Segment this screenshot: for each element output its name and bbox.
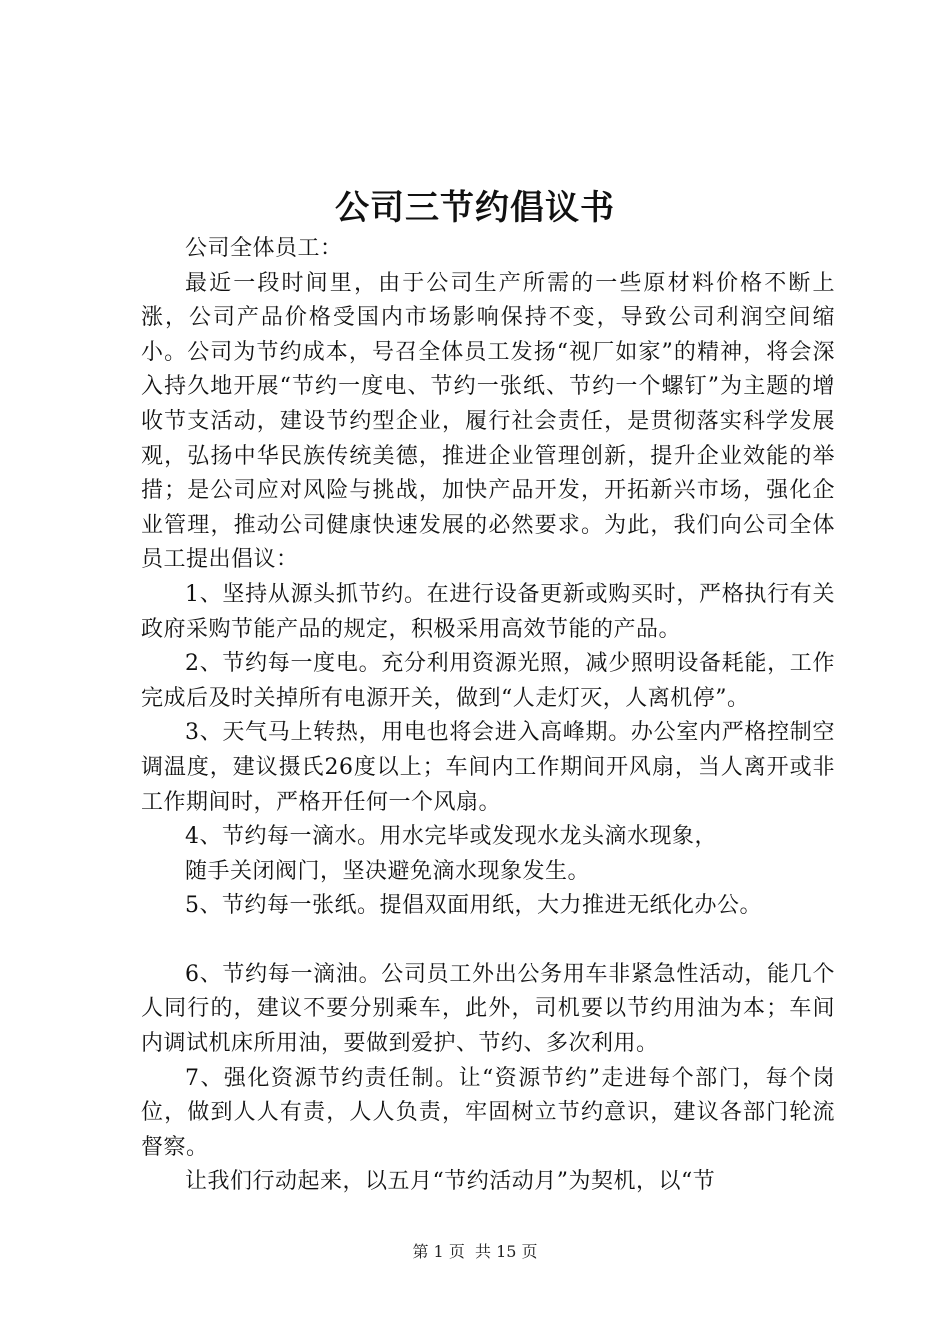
page-number-footer: 第 1 页 共 15 页 bbox=[412, 1242, 538, 1261]
paragraph-item-3: 3、天气马上转热，用电也将会进入高峰期。办公室内严格控制空调温度，建议摄氏26度以上；车间内工作期间开风扇，当人离开或非工作期间时，严格开任何一个风扇。 bbox=[141, 720, 835, 815]
paragraph-item-6: 6、节约每一滴油。公司员工外出公务用车非紧急性活动，能几个人同行的，建议不要分别乘车，此外，司机要以节约用油为本；车间内调试机床所用油，要做到爱护、节约、多次利用。 bbox=[141, 961, 835, 1057]
paragraph-item-4: 4、节约每一滴水。用水完毕或发现水龙头滴水现象， bbox=[185, 824, 717, 850]
paragraph-item-4-continued: 随手关闭阀门，坚决避免滴水现象发生。 bbox=[185, 858, 591, 884]
document-body bbox=[141, 232, 835, 1200]
paragraph-item-7: 7、强化资源节约责任制。让“资源节约”走进每个部门，每个岗位，做到人人有责，人人负责，牢固树立节约意识，建议各部门轮流督察。 bbox=[141, 1065, 835, 1160]
paragraph-closing: 让我们行动起来，以五月“节约活动月”为契机，以“节 bbox=[185, 1169, 716, 1195]
document-title: 公司三节约倡议书 bbox=[335, 188, 615, 228]
paragraph-item-5: 5、节约每一张纸。提倡双面用纸，大力推进无纸化办公。 bbox=[185, 893, 762, 919]
paragraph-item-1: 1、坚持从源头抓节约。在进行设备更新或购买时，严格执行有关政府采购节能产品的规定，积极采用高效节能的产品。 bbox=[141, 581, 835, 642]
paragraph-item-2: 2、节约每一度电。充分利用资源光照，减少照明设备耗能，工作完成后及时关掉所有电源开关，做到“人走灯灭，人离机停”。 bbox=[141, 651, 835, 711]
salutation: 公司全体员工： bbox=[185, 236, 343, 261]
paragraph-intro: 最近一段时间里，由于公司生产所需的一些原材料价格不断上涨，公司产品价格受国内市场影响保持不变，导致公司利润空间缩小。公司为节约成本，号召全体员工发扬“视厂如家”的精神，将会深入持久地开展“节约一度电、节约一张纸、节约一个螺钉”为主题的增收节支活动，建设节约型企业，履行社会责任，是贯彻落实科学发展观，弘扬中华民族传统美德，推进企业管理创新，提升企业效能的举措；是公司应对风险与挑战，加快产品开发，开拓新兴市场，强化企业管理，推动公司健康快速发展的必然要求。为此，我们向公司全体员工提出倡议： bbox=[141, 270, 835, 573]
